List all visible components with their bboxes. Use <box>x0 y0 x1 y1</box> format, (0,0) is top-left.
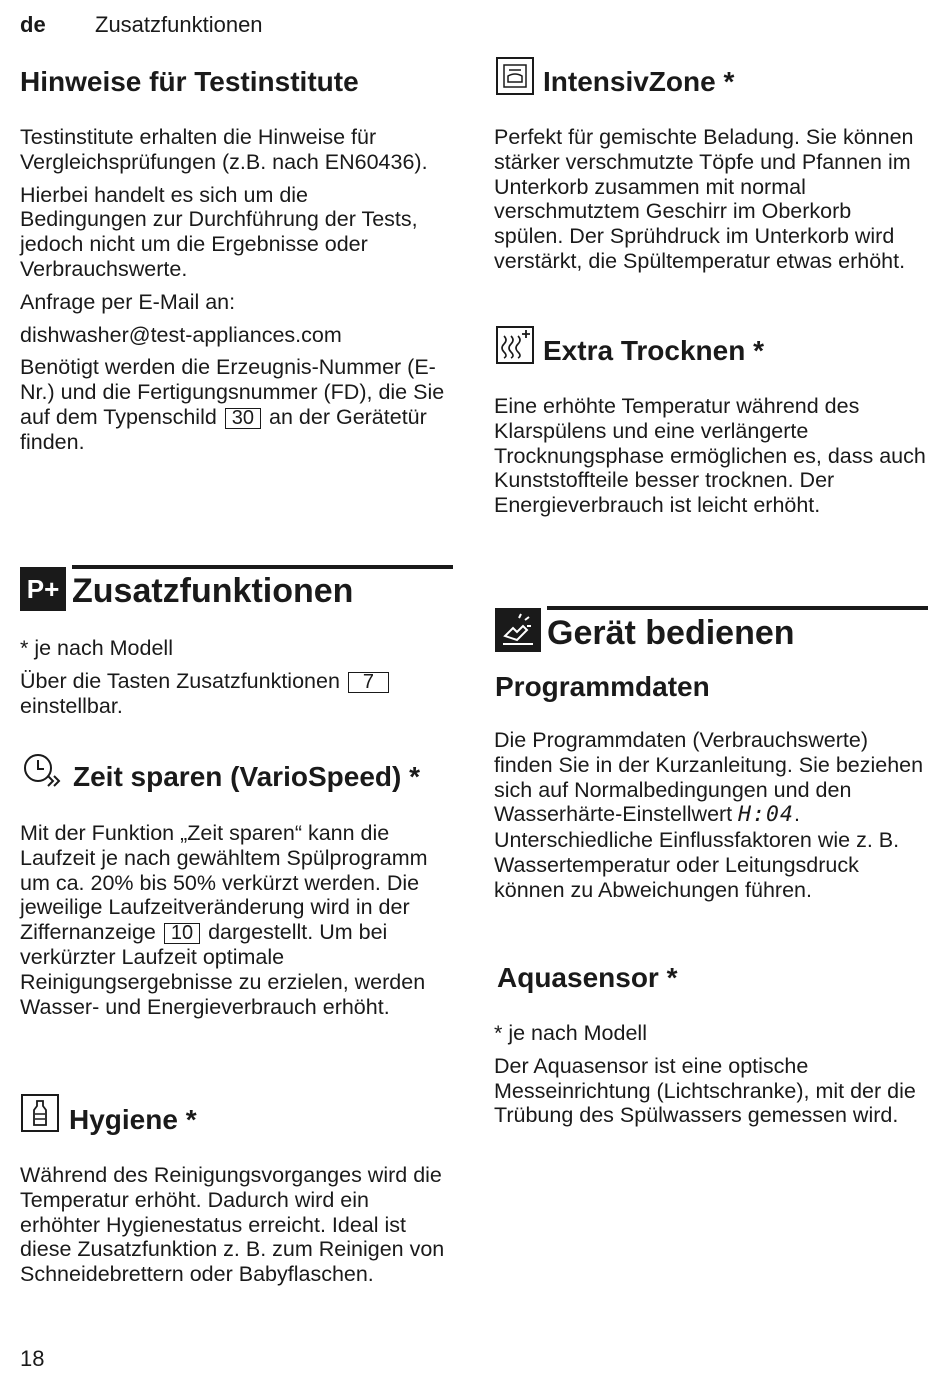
paragraph <box>494 728 926 903</box>
page-number: 18 <box>20 1346 45 1371</box>
heading-hygiene: Hygiene * <box>69 1104 197 1135</box>
section-zusatzfunktionen <box>20 636 460 718</box>
text-span: Die Programmdaten (Verbrauchswerte) finden Sie in der Kurzanleitung. Sie beziehen sich auf Normalbedingungen und den Wasserhärte-Einstellwert <box>494 728 924 827</box>
text-span: Über die Tasten Zusatzfunktionen <box>20 668 340 693</box>
heading-programmdaten: Programmdaten <box>495 671 710 702</box>
section-rule <box>72 565 453 569</box>
language-code: de <box>20 12 46 37</box>
email-address: dishwasher@test-appliances.com <box>20 322 342 347</box>
heading-intensivzone: IntensivZone * <box>543 66 735 97</box>
section-programmdaten <box>494 728 926 903</box>
text-span: Benötigt werden die Erzeugnis-Nummer (E-Nr.) und die Fertigungsnummer (FD), die Sie auf dem Typenschild <box>20 355 445 429</box>
reference-number-box: 10 <box>164 923 200 944</box>
text-span: . Unterschiedliche Einflussfaktoren wie z. B. Wassertemperatur oder Leitungsdruck können zu Abweichungen führen. <box>494 802 900 902</box>
section-rule <box>547 606 928 610</box>
section-aquasensor <box>494 1021 926 1128</box>
p-plus-icon: P+ <box>20 567 66 611</box>
paragraph: Hierbei handelt es sich um die Bedingungen zur Durchführung der Tests, jedoch nicht um die Ergebnisse oder Verbrauchswerte. <box>20 182 418 281</box>
heading-geraet-bedienen: Gerät bedienen <box>547 614 795 652</box>
text-span: an der Gerätetür finden. <box>20 404 427 454</box>
section-extra-trocknen <box>494 394 926 518</box>
section-testinstitute <box>20 125 460 455</box>
clock-speed-icon <box>22 752 66 795</box>
paragraph <box>20 821 448 1019</box>
paragraph: Perfekt für gemischte Beladung. Sie können stärker verschmutzte Töpfe und Pfannen im Unterkorb zusammen mit normal verschmutztem Geschirr im Oberkorb spülen. Der Sprühdruck im Unterkorb wird verstärkt, die Spültemperatur etwas erhöht. <box>494 125 914 273</box>
paragraph: Während des Reinigungsvorganges wird die Temperatur erhöht. Dadurch wird ein erhöhter Hygienestatus erreicht. Ideal ist diese Zusatzfunktion z. B. zum Reinigen von Schneidebrettern oder Babyflaschen. <box>20 1163 445 1287</box>
heading-testinstitute: Hinweise für Testinstitute <box>20 66 359 97</box>
section-hygiene <box>20 1163 460 1287</box>
text-span: dargestellt. Um bei verkürzter Laufzeit optimale Reinigungsergebnisse zu erzielen, werden Wasser- und Energieverbrauch erhöht. <box>20 920 426 1019</box>
hand-operate-icon <box>495 608 541 652</box>
intensive-zone-icon <box>496 57 534 100</box>
text-span: Mit der Funktion „Zeit sparen“ kann die Laufzeit je nach gewähltem Spülprogramm um ca. 20% bis 50% verkürzt werden. Die jeweilige Laufzeitveränderung wird in der Ziffernanzeige <box>20 821 428 945</box>
paragraph: Eine erhöhte Temperatur während des Klarspülens und eine verlängerte Trocknungsphase ermöglichen es, dass auch Kunststoffteile besser trocknen. Der Energieverbrauch ist leicht erhöht. <box>494 394 926 518</box>
model-note: * je nach Modell <box>494 1021 647 1045</box>
paragraph: Der Aquasensor ist eine optische Messeinrichtung (Lichtschranke), mit der die Trübung des Spülwassers gemessen wird. <box>494 1053 916 1128</box>
heading-zusatzfunktionen: Zusatzfunktionen <box>72 572 354 610</box>
running-header-title: Zusatzfunktionen <box>95 12 263 37</box>
extra-dry-icon <box>496 326 534 369</box>
heading-extra-trocknen: Extra Trocknen * <box>543 335 764 366</box>
paragraph <box>20 669 450 719</box>
bottle-icon <box>21 1094 59 1137</box>
model-note: * je nach Modell <box>20 636 173 660</box>
text-span: einstellbar. <box>20 693 123 718</box>
heading-aquasensor: Aquasensor * <box>497 962 678 993</box>
section-intensivzone <box>494 125 926 274</box>
section-zeit-sparen <box>20 821 460 1019</box>
display-value: H:04 <box>738 802 794 828</box>
heading-zeit-sparen: Zeit sparen (VarioSpeed) * <box>73 761 420 792</box>
paragraph: Testinstitute erhalten die Hinweise für Vergleichsprüfungen (z.B. nach EN60436). <box>20 125 428 174</box>
reference-number-box: 7 <box>348 672 389 693</box>
paragraph <box>20 355 455 454</box>
reference-number-box: 30 <box>225 408 261 429</box>
paragraph: Anfrage per E-Mail an: <box>20 289 236 314</box>
